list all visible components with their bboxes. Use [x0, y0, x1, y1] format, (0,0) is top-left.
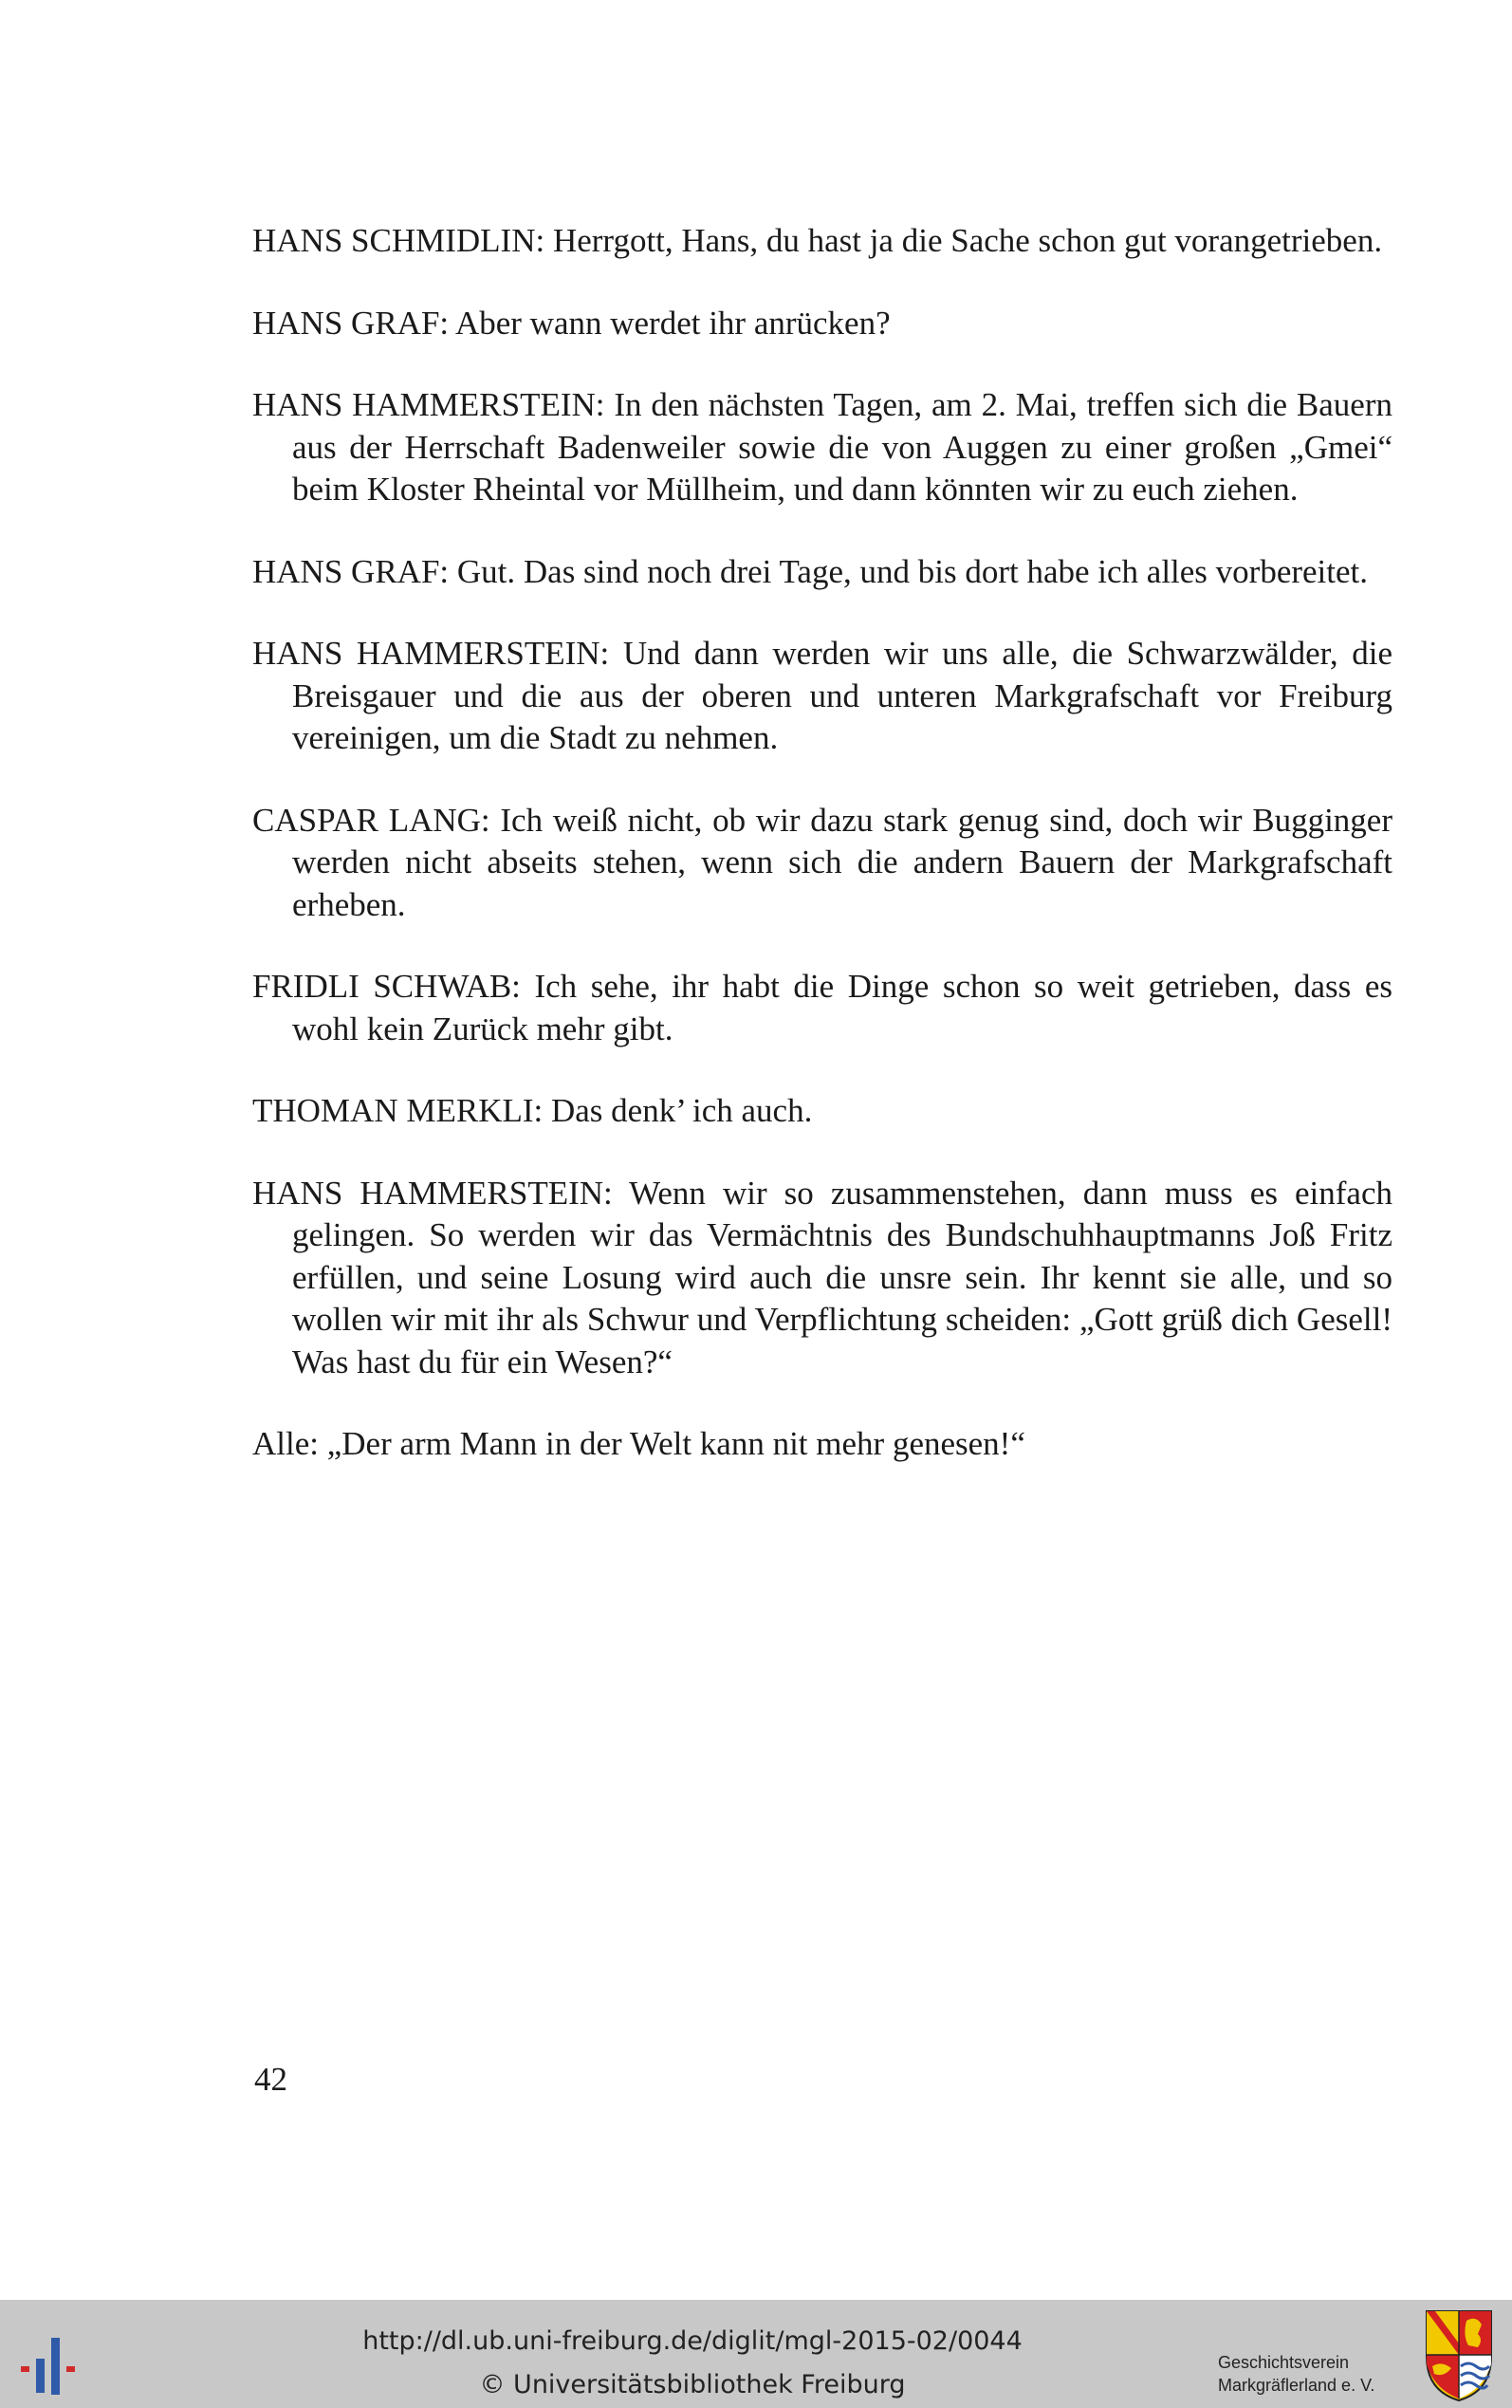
- coat-of-arms-icon: [1423, 2307, 1495, 2402]
- dialogue-paragraph: HANS SCHMIDLIN: Herrgott, Hans, du hast ja die Sache schon gut vorangetrieben.: [252, 222, 1383, 259]
- footer-url-link[interactable]: http://dl.ub.uni-freiburg.de/diglit/mgl-2015-02/0044: [362, 2326, 1023, 2356]
- page-body: [252, 220, 1392, 1506]
- society-name: [1218, 2351, 1374, 2397]
- society-line-1: Geschichtsverein: [1218, 2353, 1350, 2372]
- page-number: 42: [254, 2061, 287, 2098]
- dialogue-paragraph: HANS GRAF: Gut. Das sind noch drei Tage, und bis dort habe ich alles vorbereitet.: [252, 552, 1369, 590]
- dialogue-paragraph: Alle: „Der arm Mann in der Welt kann nit mehr genesen!“: [252, 1425, 1025, 1462]
- dialogue-paragraph: HANS HAMMERSTEIN: Und dann werden wir uns alle, die Schwarzwälder, die Breisgauer und die aus der oberen und unteren Markgrafschaft vor Freiburg vereinigen, um die Stadt zu nehmen.: [252, 635, 1392, 756]
- dialogue-paragraph: CASPAR LANG: Ich weiß nicht, ob wir dazu stark genug sind, doch wir Bugginger werden nicht abseits stehen, wenn sich die andern Bauern der Markgrafschaft erheben.: [252, 801, 1392, 923]
- dialogue-paragraph: THOMAN MERKLI: Das denk’ ich auch.: [252, 1092, 813, 1129]
- digital-library-logo-icon: [19, 2336, 95, 2397]
- dialogue-paragraph: HANS HAMMERSTEIN: Wenn wir so zusammenstehen, dann muss es einfach gelingen. So werden wir das Vermächtnis des Bundschuhhauptmanns Joß Fritz erfüllen, und seine Losung wird auch die unsre sein. Ihr kennt sie alle, und so wollen wir mit ihr als Schwur und Verpflichtung scheiden: „Gott grüß dich Gesell! Was hast du für ein Wesen?“: [252, 1174, 1392, 1380]
- footer-center: [323, 2323, 1062, 2406]
- society-line-2: Markgräflerland e. V.: [1218, 2376, 1375, 2395]
- footer-copyright: © Universitätsbibliothek Freiburg: [479, 2370, 906, 2399]
- dialogue-paragraph: HANS HAMMERSTEIN: In den nächsten Tagen, am 2. Mai, treffen sich die Bauern aus der Herrschaft Badenweiler sowie die von Auggen zu einer großen „Gmei“ beim Kloster Rheintal vor Müllheim, und dann könnten wir zu euch ziehen.: [252, 386, 1392, 508]
- dialogue-paragraph: FRIDLI SCHWAB: Ich sehe, ihr habt die Dinge schon so weit getrieben, dass es wohl kein Zurück mehr gibt.: [252, 968, 1392, 1047]
- dialogue-paragraph: HANS GRAF: Aber wann werdet ihr anrücken?: [252, 304, 891, 342]
